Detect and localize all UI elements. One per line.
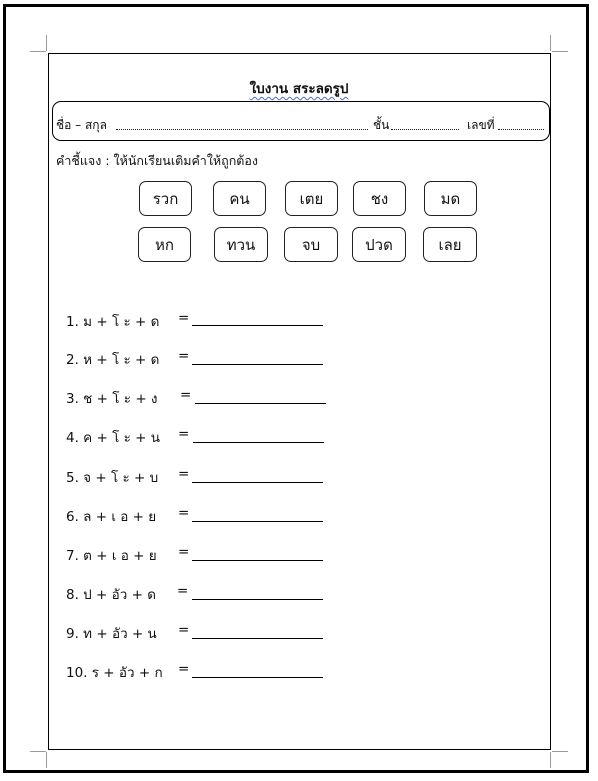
name-field[interactable] bbox=[116, 129, 368, 130]
answer-line[interactable] bbox=[192, 638, 323, 639]
crop-mark bbox=[552, 751, 568, 752]
answer-line[interactable] bbox=[193, 442, 324, 443]
question-label: 7. ต + เ อ + ย bbox=[66, 548, 157, 564]
number-label: เลขที่ bbox=[467, 118, 495, 132]
crop-mark bbox=[30, 751, 46, 752]
equals-sign: = bbox=[178, 544, 190, 560]
equals-sign: = bbox=[178, 466, 190, 482]
instruction-text: คำชี้แจง : ให้นักเรียนเติมคำให้ถูกต้อง bbox=[56, 153, 259, 168]
word-box: หก bbox=[138, 227, 191, 262]
equals-sign: = bbox=[180, 387, 192, 403]
answer-line[interactable] bbox=[192, 521, 323, 522]
worksheet-title-text: ใบงาน สระลดรูป bbox=[249, 81, 349, 97]
name-label: ชื่อ – สกุล bbox=[56, 118, 107, 132]
number-field[interactable] bbox=[498, 129, 544, 130]
equals-sign: = bbox=[178, 661, 190, 677]
crop-mark bbox=[46, 35, 47, 51]
equals-sign: = bbox=[178, 310, 190, 326]
answer-line[interactable] bbox=[192, 560, 323, 561]
answer-line[interactable] bbox=[192, 325, 323, 326]
question-label: 5. จ + โ ะ + บ bbox=[66, 470, 159, 486]
answer-line[interactable] bbox=[195, 403, 326, 404]
equals-sign: = bbox=[178, 348, 190, 364]
crop-mark bbox=[30, 51, 46, 52]
word-box: ปวด bbox=[352, 227, 406, 262]
crop-mark bbox=[552, 51, 568, 52]
crop-mark bbox=[550, 752, 551, 768]
word-box: ชง bbox=[353, 181, 406, 216]
worksheet-title bbox=[0, 77, 598, 99]
question-label: 9. ท + อัว + น bbox=[66, 626, 157, 642]
equals-sign: = bbox=[177, 583, 189, 599]
word-box: จบ bbox=[284, 227, 338, 262]
word-box: คน bbox=[213, 181, 266, 216]
class-field[interactable] bbox=[391, 129, 459, 130]
question-label: 3. ช + โ ะ + ง bbox=[66, 391, 158, 407]
answer-line[interactable] bbox=[192, 482, 323, 483]
question-label: 10. ร + อัว + ก bbox=[66, 665, 163, 681]
equals-sign: = bbox=[178, 622, 190, 638]
word-box: เตย bbox=[285, 181, 338, 216]
crop-mark bbox=[46, 752, 47, 768]
answer-line[interactable] bbox=[192, 364, 323, 365]
equals-sign: = bbox=[178, 505, 190, 521]
class-label: ชั้น bbox=[373, 118, 390, 132]
word-box: รวก bbox=[139, 181, 192, 216]
crop-mark bbox=[550, 35, 551, 51]
answer-line[interactable] bbox=[192, 677, 323, 678]
word-box: เลย bbox=[423, 227, 477, 262]
word-box: ทวน bbox=[214, 227, 268, 262]
question-label: 1. ม + โ ะ + ด bbox=[66, 314, 160, 330]
word-box: มด bbox=[424, 181, 477, 216]
answer-line[interactable] bbox=[192, 599, 323, 600]
question-label: 4. ค + โ ะ + น bbox=[66, 430, 161, 446]
equals-sign: = bbox=[178, 426, 190, 442]
question-label: 8. ป + อัว + ด bbox=[66, 587, 156, 603]
question-label: 6. ล + เ อ + ย bbox=[66, 509, 157, 525]
question-label: 2. ห + โ ะ + ด bbox=[66, 352, 160, 368]
